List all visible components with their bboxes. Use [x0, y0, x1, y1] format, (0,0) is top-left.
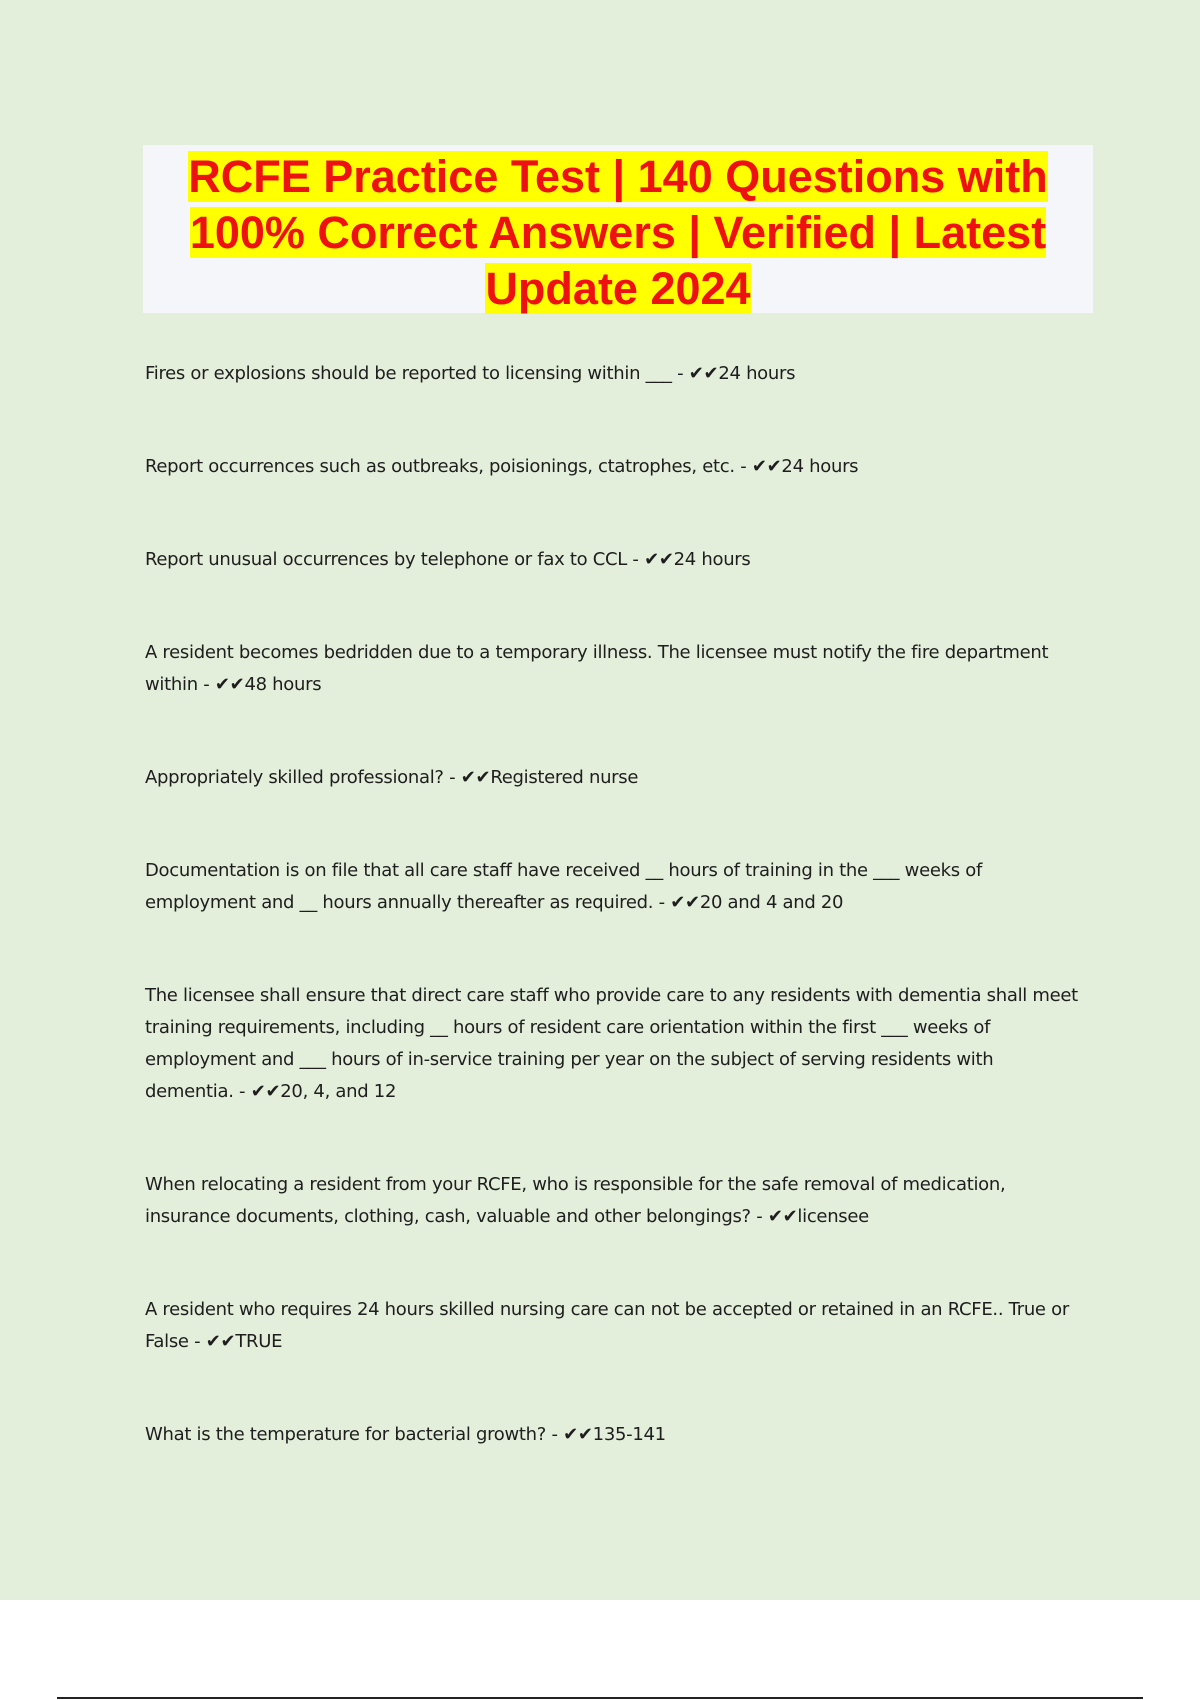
- answer-text: 20 and 4 and 20: [699, 892, 844, 913]
- check-icon: ✔✔: [460, 767, 491, 788]
- qa-item: [145, 1294, 1085, 1358]
- answer-text: Registered nurse: [490, 767, 639, 788]
- title-highlight: RCFE Practice Test | 140 Questions with 100% Correct Answers | Verified | Latest Update 2024: [188, 151, 1048, 314]
- check-icon: ✔✔: [751, 456, 782, 477]
- question-text: Report unusual occurrences by telephone or fax to CCL: [145, 549, 628, 570]
- answer-separator: -: [627, 549, 645, 570]
- qa-item: [145, 855, 1085, 919]
- check-icon: ✔✔: [670, 892, 700, 913]
- question-text: A resident who requires 24 hours skilled nursing care can not be accepted or retained in an RCFE.. True or False: [145, 1299, 1069, 1352]
- question-text: Report occurrences such as outbreaks, poisionings, ctatrophes, etc.: [145, 456, 735, 477]
- qa-item: [145, 1169, 1085, 1233]
- check-icon: ✔✔: [205, 1331, 236, 1352]
- check-icon: ✔✔: [214, 674, 245, 695]
- answer-separator: -: [750, 1206, 768, 1227]
- qa-item: [145, 637, 1085, 701]
- answer-text: 24 hours: [718, 363, 796, 384]
- qa-item: [145, 762, 1085, 794]
- title-box: [143, 145, 1093, 313]
- question-text: Documentation is on file that all care staff have received __ hours of training in the ___ weeks of employment and __ hours annually thereafter as required.: [145, 860, 983, 913]
- answer-text: 135-141: [592, 1424, 666, 1445]
- question-text: The licensee shall ensure that direct care staff who provide care to any residents with dementia shall meet training requirements, including __ hours of resident care orientation within the first ___ weeks of employment and ___ hours of in-service training per year on the subject of serving residents with dementia.: [145, 985, 1078, 1102]
- check-icon: ✔✔: [644, 549, 674, 570]
- qa-item: [145, 1419, 1085, 1451]
- answer-text: licensee: [797, 1206, 869, 1227]
- answer-text: 24 hours: [673, 549, 751, 570]
- check-icon: ✔✔: [688, 363, 719, 384]
- answer-separator: -: [188, 1331, 206, 1352]
- answer-separator: -: [443, 767, 461, 788]
- qa-item: [145, 358, 1085, 390]
- question-text: A resident becomes bedridden due to a temporary illness. The licensee must notify the fire department within: [145, 642, 1049, 695]
- answer-separator: -: [653, 892, 671, 913]
- answer-text: TRUE: [235, 1331, 283, 1352]
- qa-item: [145, 451, 1085, 483]
- question-text: When relocating a resident from your RCFE, who is responsible for the safe removal of medication, insurance documents, clothing, cash, valuable and other belongings?: [145, 1174, 1006, 1227]
- question-text: Appropriately skilled professional?: [145, 767, 444, 788]
- document-title: [143, 149, 1093, 317]
- answer-separator: -: [233, 1081, 251, 1102]
- qa-list: [145, 358, 1085, 1451]
- question-text: What is the temperature for bacterial growth?: [145, 1424, 547, 1445]
- answer-text: 24 hours: [781, 456, 859, 477]
- answer-separator: -: [546, 1424, 564, 1445]
- answer-separator: -: [671, 363, 689, 384]
- question-text: Fires or explosions should be reported to licensing within ___: [145, 363, 672, 384]
- qa-item: [145, 980, 1085, 1108]
- footer-rule: [57, 1697, 1143, 1699]
- answer-separator: -: [734, 456, 752, 477]
- answer-separator: -: [197, 674, 215, 695]
- qa-item: [145, 544, 1085, 576]
- check-icon: ✔✔: [767, 1206, 798, 1227]
- check-icon: ✔✔: [250, 1081, 281, 1102]
- check-icon: ✔✔: [563, 1424, 593, 1445]
- answer-text: 48 hours: [244, 674, 322, 695]
- answer-text: 20, 4, and 12: [280, 1081, 397, 1102]
